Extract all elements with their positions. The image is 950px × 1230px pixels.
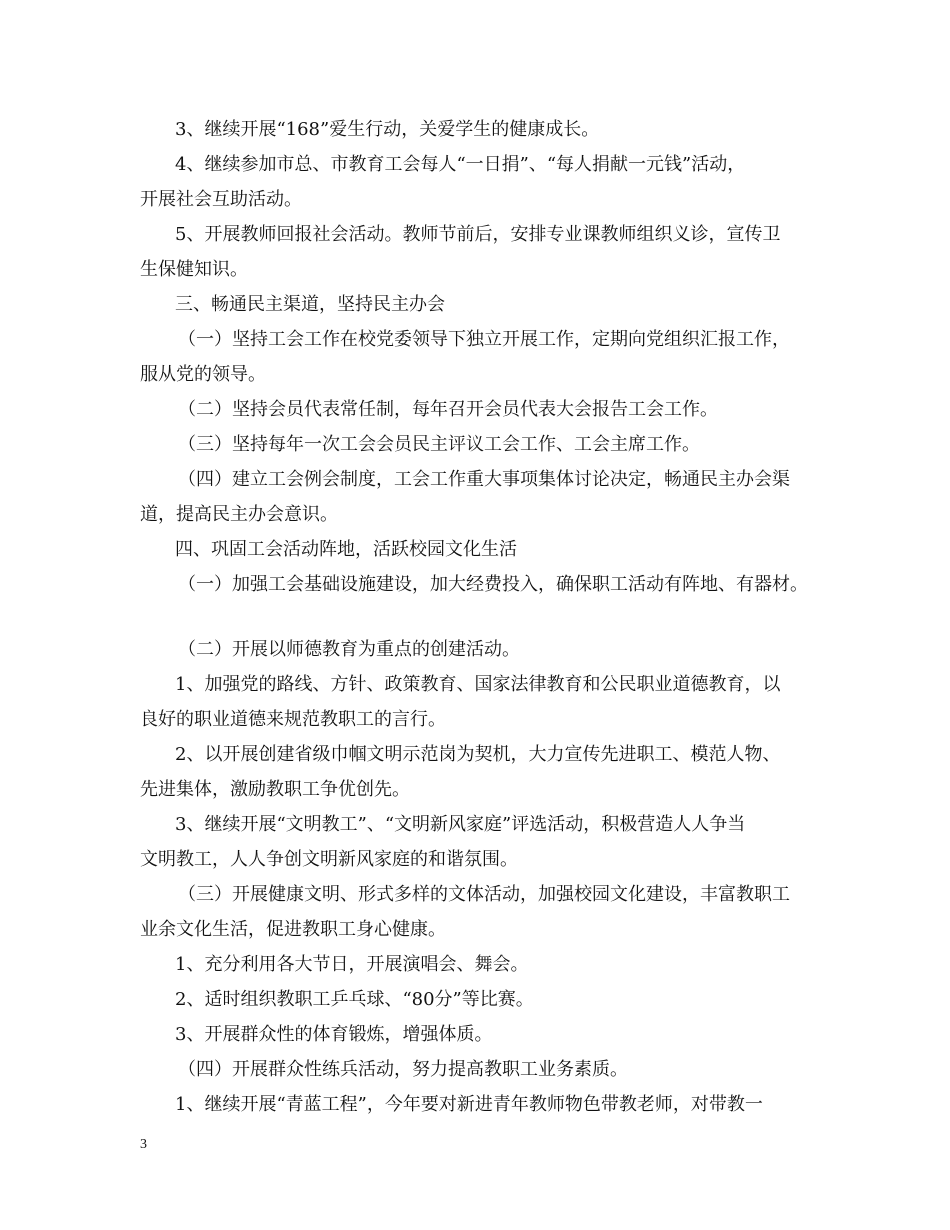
paragraph-line: （二）开展以师德教育为重点的创建活动。 [178, 639, 520, 660]
section-heading: 四、巩固工会活动阵地，活跃校园文化生活 [175, 539, 517, 560]
paragraph-line: 开展社会互助活动。 [140, 189, 302, 210]
paragraph-line: 1、充分利用各大节日，开展演唱会、舞会。 [175, 954, 529, 975]
paragraph-line: 良好的职业道德来规范教职工的言行。 [140, 709, 446, 730]
paragraph-line: 2、适时组织教职工乒乓球、“80分”等比赛。 [175, 989, 534, 1010]
paragraph-line: （四）开展群众性练兵活动，努力提高教职工业务素质。 [178, 1059, 628, 1080]
paragraph-line: （三）开展健康文明、形式多样的文体活动，加强校园文化建设，丰富教职工 [178, 884, 790, 905]
page-number: 3 [140, 1137, 147, 1152]
paragraph-line: 4、继续参加市总、市教育工会每人“一日捐”、“每人捐献一元钱”活动， [175, 154, 746, 175]
paragraph-line: 3、继续开展“168”爱生行动，关爱学生的健康成长。 [175, 119, 600, 140]
paragraph-line: 道，提高民主办会意识。 [140, 504, 338, 525]
paragraph-line: （一）坚持工会工作在校党委领导下独立开展工作，定期向党组织汇报工作， [178, 329, 790, 350]
paragraph-line: 5、开展教师回报社会活动。教师节前后，安排专业课教师组织义诊，宣传卫 [175, 224, 781, 245]
paragraph-line: 1、加强党的路线、方针、政策教育、国家法律教育和公民职业道德教育，以 [175, 674, 781, 695]
paragraph-line: （三）坚持每年一次工会会员民主评议工会工作、工会主席工作。 [178, 434, 700, 455]
paragraph-line: （四）建立工会例会制度，工会工作重大事项集体讨论决定，畅通民主办会渠 [178, 469, 790, 490]
paragraph-line: 3、开展群众性的体育锻炼，增强体质。 [175, 1024, 493, 1045]
paragraph-line: 文明教工，人人争创文明新风家庭的和谐氛围。 [140, 849, 518, 870]
paragraph-line: 2、以开展创建省级巾帼文明示范岗为契机，大力宣传先进职工、模范人物、 [175, 744, 781, 765]
paragraph-line: （二）坚持会员代表常任制，每年召开会员代表大会报告工会工作。 [178, 399, 718, 420]
paragraph-line: （一）加强工会基础设施建设，加大经费投入，确保职工活动有阵地、有器材。 [178, 574, 808, 595]
paragraph-line: 业余文化生活，促进教职工身心健康。 [140, 919, 446, 940]
section-heading: 三、畅通民主渠道，坚持民主办会 [175, 294, 445, 315]
paragraph-line: 生保健知识。 [140, 259, 248, 280]
paragraph-line: 1、继续开展“青蓝工程”，今年要对新进青年教师物色带教老师，对带教一 [175, 1094, 763, 1115]
paragraph-line: 3、继续开展“文明教工”、“文明新风家庭”评选活动，积极营造人人争当 [175, 814, 746, 835]
paragraph-line: 先进集体，激励教职工争优创先。 [140, 779, 410, 800]
paragraph-line: 服从党的领导。 [140, 364, 266, 385]
